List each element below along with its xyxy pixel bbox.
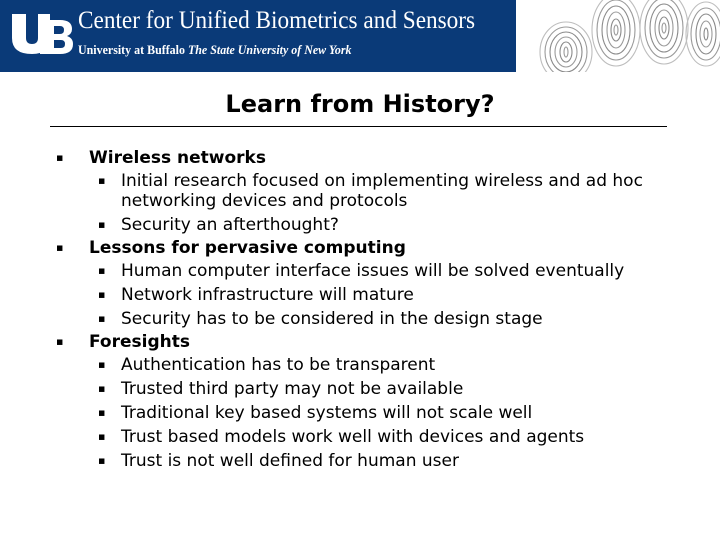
banner-subtitle-university: University at Buffalo [78, 42, 185, 57]
sub-bullet-item [89, 355, 696, 375]
fingerprints-image [516, 0, 720, 72]
sub-bullet-text: Initial research focused on implementing wireless and ad hoc networking devices and protocols [121, 171, 643, 211]
ub-logo [10, 12, 74, 56]
bullet-label: Foresights [89, 332, 190, 352]
sub-bullet-item [89, 309, 696, 329]
sub-bullet-item [89, 379, 696, 399]
banner-blue-panel [0, 0, 516, 72]
bullet-label: Wireless networks [89, 148, 266, 168]
slide-title: Learn from History? [225, 90, 495, 118]
sub-bullet-marker: ▪ [98, 174, 106, 187]
sub-bullet-text: Trust based models work well with devices and agents [121, 427, 585, 447]
sub-bullet-marker: ▪ [98, 382, 106, 395]
bullet-list [56, 148, 696, 471]
sub-bullet-item [89, 261, 696, 281]
sub-bullet-item [89, 403, 696, 423]
sub-bullet-marker: ▪ [98, 358, 106, 371]
sub-bullet-text: Authentication has to be transparent [121, 355, 436, 375]
bullet-marker: ▪ [56, 241, 64, 254]
sub-bullet-item [89, 285, 696, 305]
sub-bullet-marker: ▪ [98, 288, 106, 301]
bullet-item [56, 238, 696, 329]
sub-bullet-marker: ▪ [98, 406, 106, 419]
fingerprint-icon [516, 0, 720, 72]
bullet-marker: ▪ [56, 335, 64, 348]
sub-bullet-text: Traditional key based systems will not scale well [121, 403, 533, 423]
sub-bullet-marker: ▪ [98, 430, 106, 443]
bullet-item [56, 332, 696, 471]
sub-bullet-item [89, 451, 696, 471]
sub-bullet-marker: ▪ [98, 264, 106, 277]
sub-bullet-text: Trusted third party may not be available [121, 379, 464, 399]
sub-bullet-text: Security an afterthought? [121, 215, 339, 235]
sub-bullet-item [89, 427, 696, 447]
sub-bullet-marker: ▪ [98, 218, 106, 231]
sub-bullet-item [89, 171, 696, 211]
sub-bullet-item [89, 215, 696, 235]
bullet-label: Lessons for pervasive computing [89, 238, 406, 258]
sub-bullet-marker: ▪ [98, 312, 106, 325]
title-divider [50, 126, 667, 127]
banner-title: Center for Unified Biometrics and Sensors [78, 7, 476, 34]
sub-bullet-list [89, 355, 696, 471]
sub-bullet-text: Security has to be considered in the design stage [121, 309, 543, 329]
banner-subtitle-state: The State University of New York [187, 42, 352, 57]
sub-bullet-list [89, 171, 696, 235]
header-banner [0, 0, 720, 72]
sub-bullet-list [89, 261, 696, 329]
sub-bullet-text: Trust is not well defined for human user [121, 451, 459, 471]
bullet-item [56, 148, 696, 235]
bullet-marker: ▪ [56, 151, 64, 164]
sub-bullet-text: Human computer interface issues will be solved eventually [121, 261, 625, 281]
sub-bullet-marker: ▪ [98, 454, 106, 467]
sub-bullet-text: Network infrastructure will mature [121, 285, 414, 305]
banner-subtitle [78, 43, 352, 56]
